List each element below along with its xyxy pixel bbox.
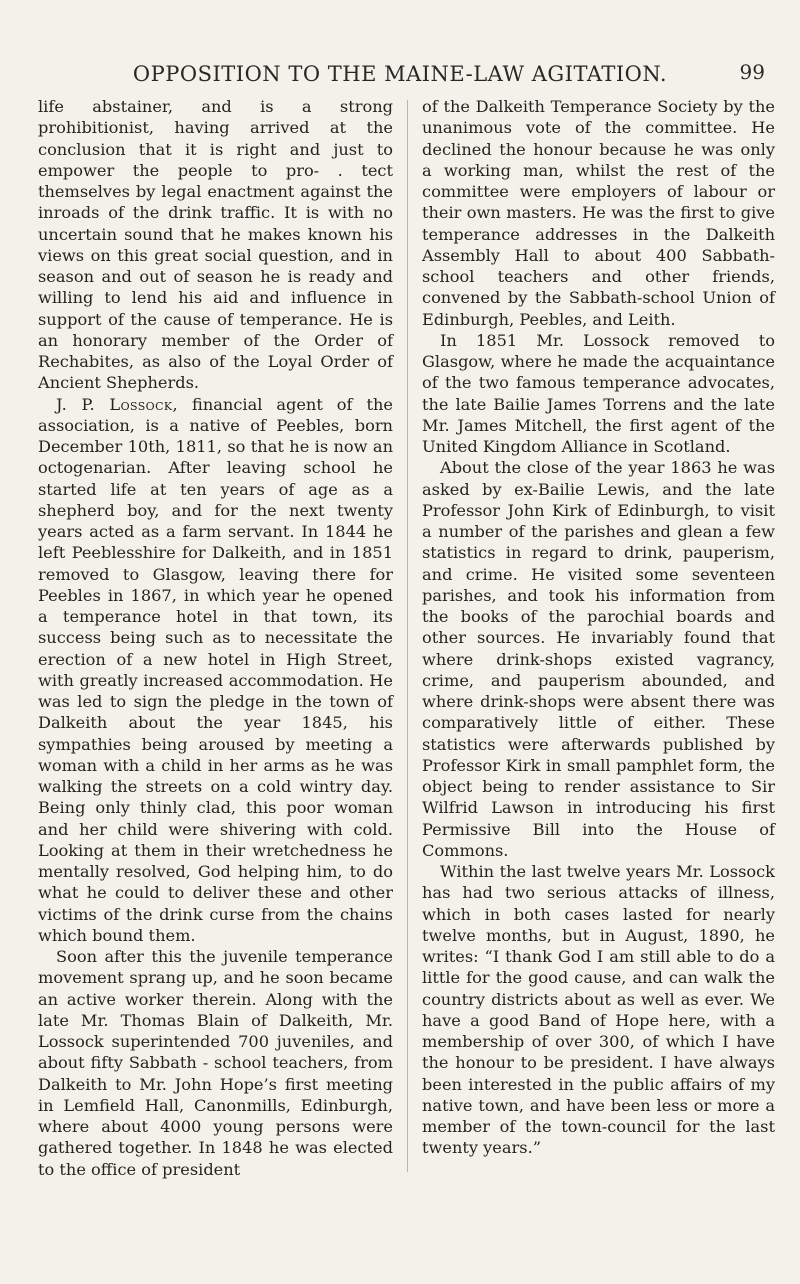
right-column <box>422 96 775 1159</box>
right-paragraph-1: of the Dalkeith Temperance Society by the unanimous vote of the committee. He declined the honour because he was only a working man, whilst the rest of the committee were employers of labour or their own masters. He was the first to give temperance addresses in the Dalkeith Assembly Hall to about 400 Sabbath-school teachers and other friends, convened by the Sabbath-school Union of Edinburgh, Peebles, and Leith. <box>422 97 775 329</box>
page-number: 99 <box>739 60 765 84</box>
left-paragraph-1: life abstainer, and is a strong prohibitionist, having arrived at the conclusion that it is right and just to empower the people to pro- . tect themselves by legal enactment against the inroads of the drink traffic. It is with no uncertain sound that he makes known his views on this great social question, and in season and out of season he is ready and willing to lend his aid and influence in support of the cause of temperance. He is an honorary member of the Order of Rechabites, as also of the Loyal Order of Ancient Shepherds. <box>38 97 393 393</box>
left-column <box>38 96 393 1180</box>
right-paragraph-3: About the close of the year 1863 he was asked by ex-Bailie Lewis, and the late Professor John Kirk of Edinburgh, to visit a number of the parishes and glean a few statistics in regard to drink, pauperism, and crime. He visited some seventeen parishes, and took his information from the books of the parochial boards and other sources. He invariably found that where drink-shops existed vagrancy, crime, and pauperism abounded, and where drink-shops were absent there was comparatively little of either. These statistics were afterwards published by Professor Kirk in small pamphlet form, the object being to render assistance to Sir Wilfrid Lawson in introducing his first Permissive Bill into the House of Commons. <box>422 458 775 860</box>
person-name: J. P. Lossock, <box>56 394 179 414</box>
right-paragraph-2: In 1851 Mr. Lossock removed to Glasgow, where he made the acquaintance of the two famous temperance advocates, the late Bailie James Torrens and the late Mr. James Mitchell, the first agent of the United Kingdom Alliance in Scotland. <box>422 330 775 456</box>
running-title: OPPOSITION TO THE MAINE-LAW AGITATION. <box>132 62 668 86</box>
left-paragraph-2-text: financial agent of the association, is a native of Peebles, born December 10th, 1811, so that he is now an octogenarian. After leaving school he started life at ten years of age as a shepherd boy, and for the next twenty years acted as a farm servant. In 1844 he left Peeblesshire for Dalkeith, and in 1851 removed to Glasgow, leaving there for Peebles in 1867, in which year he opened a temperance hotel in that town, its success being such as to necessitate the erection of a new hotel in High Street, with greatly increased accommodation. He was led to sign the pledge in the town of Dalkeith about the year 1845, his sympathies being aroused by meeting a woman with a child in her arms as he was walking the streets on a cold wintry day. Being only thinly clad, this poor woman and her child were shivering with cold. Looking at them in their wretchedness he mentally resolved, God helping him, to do what he could to deliver these and other victims of the drink curse from the chains which bound them. <box>38 394 393 945</box>
left-paragraph-3: Soon after this the juvenile temperance movement sprang up, and he soon became an active worker therein. Along with the late Mr. Thomas Blain of Dalkeith, Mr. Lossock superintended 700 juveniles, and about fifty Sabbath - school teachers, from Dalkeith to Mr. John Hope’s first meeting in Lemfield Hall, Canonmills, Edinburgh, where about 4000 young persons were gathered together. In 1848 he was elected to the office of president <box>38 947 393 1179</box>
right-paragraph-4: Within the last twelve years Mr. Lossock has had two serious attacks of illness, which in both cases lasted for nearly twelve months, but in August, 1890, he writes: “I thank God I am still able to do a little for the good cause, and can walk the country districts about as well as ever. We have a good Band of Hope here, with a membership of over 300, of which I have the honour to be president. I have always been interested in the public affairs of my native town, and have been less or more a member of the town-council for the last twenty years.” <box>422 862 775 1158</box>
column-divider <box>407 100 408 1172</box>
left-paragraph-2 <box>38 394 393 947</box>
